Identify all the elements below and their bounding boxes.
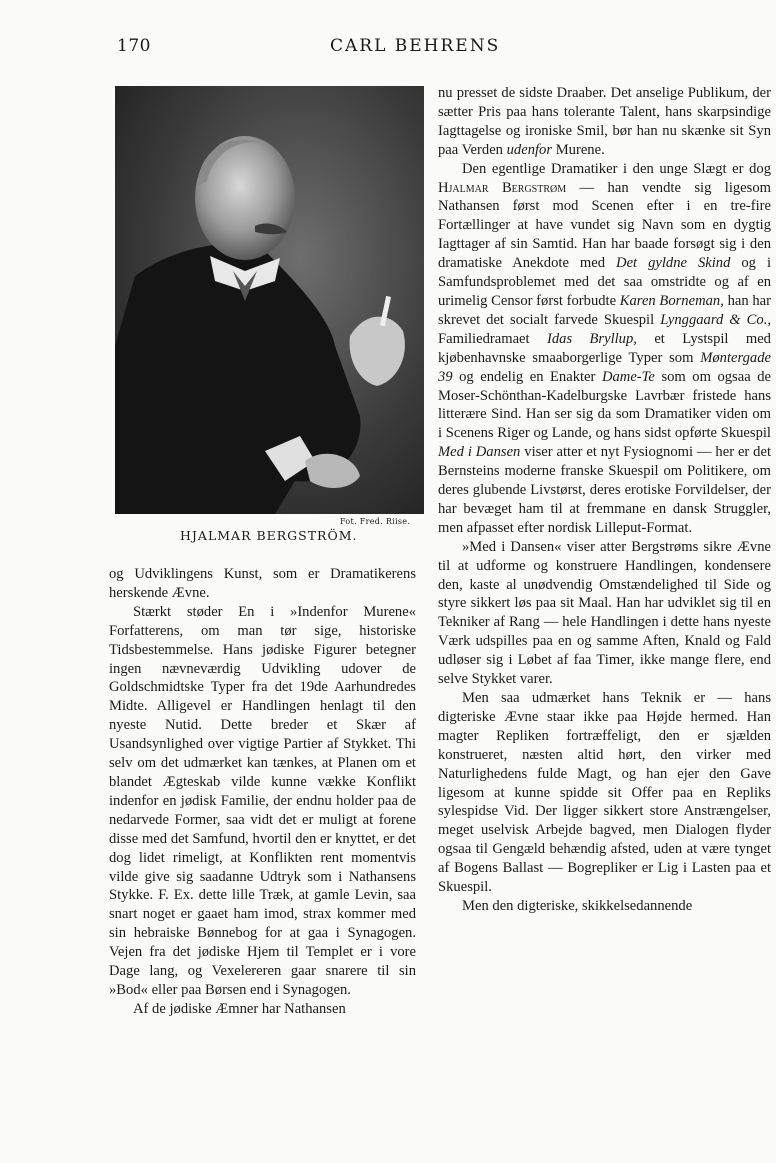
text-run: viser atter et nyt Fysiognomi — her er det Bernsteins moderne franske Skuespil om Politikere, om deres glubende Livstørst, deres erotiske Forvildelser, der har bevæget ham til at fremmane en dansk Struggler, men afpasset efter nordisk Lilleput-Format. — [438, 444, 772, 536]
paragraph — [438, 84, 771, 160]
emphasis: udenfor — [506, 141, 553, 158]
portrait-photo — [115, 86, 424, 514]
paragraph: Men den digteriske, skikkelsedannende — [462, 897, 693, 914]
text-run: et Lystspil med kjøbenhavnske smaaborgerlige Typer som — [438, 330, 771, 366]
paragraph: Stærkt støder En i »Indenfor Murene« Forfatterens, om man tør sige, historiske Tidsbestemmelse. Hans jødiske Figurer betegner ingen nævneværdig Udvikling udover de Goldschmidtske Typer fra det 19de Aarhundredes Midte. Alligevel er Handlingen henlagt til den nyeste Nutid. Dette breder et Skær af Usandsynlighed over vigtige Partier af Stykket. Thi selv om det udmærket kan tænkes, at Planen om et blandet Ægteskab vilde kunne vække Konflikt indenfor en jødisk Familie, der endnu holder paa de nedarvede Former, saa vidt det er muligt at forene disse med det Samfund, hvortil den er knyttet, er det dog lidet rimeligt, at Konflikten rent momentvis vilde give sig saadanne Udtryk som i Nathansens Stykke. F. Ex. dette lille Træk, at gamle Levin, saa snart noget er gaaet ham imod, strax kommer med sin hebraiske Bønnebog for at gaa i Synagogen. Vejen fra det jødiske Hjem til Templet er i vore Dage lang, og Vexelereren gaar snarere til sin »Bod« eller paa Børsen end i Synagogen. — [109, 603, 416, 998]
text-run: Murene. — [555, 141, 605, 158]
author-name: Hjalmar Bergstrøm — [438, 179, 567, 196]
page-number: 170 — [117, 36, 151, 56]
paragraph — [438, 160, 771, 538]
text-run: — han vendte sig ligesom Nathansen først mod Scenen efter i en tre-fire Fortællinger at have vundet sig Navn som en dygtig Iagttager af sin Samtid. Han har baade forsøgt sig i den dramatiske Anekdote med — [438, 179, 771, 272]
text-run: han har skrevet det socialt farvede Skuespil — [438, 292, 771, 328]
text-run: og endelig en Enakter — [459, 368, 596, 385]
paragraph: Af de jødiske Æmner har Nathansen — [133, 1000, 346, 1017]
play-title: Med i Dansen — [438, 444, 521, 461]
play-title: Karen Borneman, — [619, 292, 724, 309]
text-run: som om ogsaa de Moser-Schönthan-Kadelburgske Lavrbær fristede hans litterære Sind. Han ser sig da som Dramatiker viden om i Scenens Riger og Lande, og hans sidst opførte Skuespil — [438, 368, 771, 442]
portrait-illustration — [115, 86, 424, 514]
paragraph: »Med i Dansen« viser atter Bergstrøms sikre Ævne til at udforme og konstruere Handlingen, kondensere den, kaste al unødvendig Omstændelighed til Side og styre sikkert løs paa sit Maal. Han har udviklet sig til en Tekniker af Rang — hele Handlingen i dette hans nyeste Værk udspilles paa en og samme Aften, Knald og Fald udløser sig i Løbet af faa Timer, ikke mange flere, end selve Stykket varer. — [438, 538, 771, 688]
text-run: nu presset de sidste Draaber. Det anselige Publikum, der sætter Pris paa hans tolerante Talent, hans skarpsindige Iagttagelse og ironiske Smil, bør han nu skænke sit Syn paa Verden — [438, 85, 771, 158]
play-title: Idas Bryllup, — [546, 330, 637, 347]
text-run: Den egentlige Dramatiker i den unge Slægt er dog — [462, 160, 771, 177]
play-title: Det gyldne Skind — [616, 255, 731, 272]
text-run: og i Samfundsproblemet med det saa omstridte og af en urimelig Censor først forbudte — [438, 255, 771, 309]
text-run: Familiedramaet — [438, 330, 530, 347]
play-title: Lynggaard & Co., — [660, 311, 771, 328]
figure-caption: HJALMAR BERGSTRÖM. — [180, 528, 358, 543]
paragraph: Men saa udmærket hans Teknik er — hans digteriske Ævne staar ikke paa Højde hermed. Han magter Repliken fortræffeligt, den er sjælden konstrueret, næsten altid hørt, den virker med Naturlighedens fulde Magt, og han ejer den Gave ligesom at kunne spidde sit Offer paa en Repliks sylespidse Vid. Der ligger sikkert store Anstrængelser, meget uselvisk Arbejde bagved, men Dialogen flyder ogsaa til Gengæld behændig afsted, uden at være tynget af Bogens Ballast — Bogrepliker er Lig i Lasten paa et Skuespil. — [438, 690, 771, 896]
paragraph: og Udviklingens Kunst, som er Dramatikerens herskende Ævne. — [109, 566, 416, 601]
photo-credit: Fot. Fred. Riise. — [340, 517, 411, 526]
running-head: CARL BEHRENS — [330, 36, 501, 56]
left-column — [109, 565, 416, 1019]
right-column — [438, 84, 771, 916]
play-title: Dame-Te — [601, 368, 655, 385]
play-title: Møntergade 39 — [438, 349, 771, 385]
